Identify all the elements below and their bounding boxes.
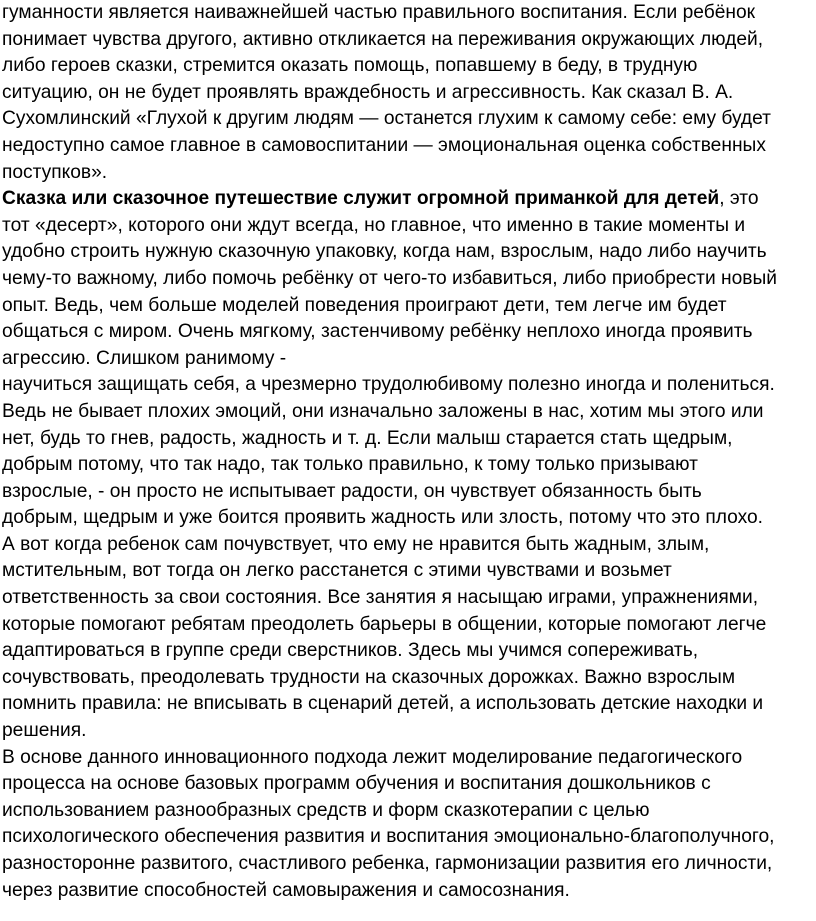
text-line: тот «десерт», которого они ждут всегда, но главное, что именно в такие моменты и (2, 214, 746, 236)
text-line: добрым потому, что так надо, так только правильно, к тому только призывают (2, 454, 698, 476)
text-line: научиться защищать себя, а чрезмерно трудолюбивому полезно иногда и полениться. (2, 374, 775, 396)
text-line: поступков». (2, 161, 108, 183)
text-line: общаться с миром. Очень мягкому, застенчивому ребёнку неплохо иногда проявить (2, 321, 753, 343)
text-line: помнить правила: не вписывать в сценарий детей, а использовать детские находки и (2, 693, 764, 715)
text-line: В основе данного инновационного подхода лежит моделирование педагогического (2, 746, 743, 768)
text-line: либо героев сказки, стремится оказать помощь, попавшему в беду, в трудную (2, 55, 698, 77)
text-line: ситуацию, он не будет проявлять враждебность и агрессивность. Как сказал В. А. (2, 81, 734, 103)
text-line: гуманности является наиважнейшей частью правильного воспитания. Если ребёнок (2, 2, 756, 23)
text-line: взрослые, - он просто не испытывает радости, он чувствует обязанность быть (2, 480, 702, 502)
text-line-with-emphasis (2, 186, 812, 213)
text-fragment: , это (719, 188, 759, 210)
text-line: А вот когда ребенок сам почувствует, что ему не нравится быть жадным, злым, (2, 533, 710, 555)
text-line: опыт. Ведь, чем больше моделей поведения проиграют дети, тем легче им будет (2, 294, 727, 316)
text-line: нет, будь то гнев, радость, жадность и т. д. Если малыш старается стать щедрым, (2, 427, 733, 449)
text-line: разносторонне развитого, счастливого ребенка, гармонизации развития его личности, (2, 853, 773, 874)
text-line: процесса на основе базовых программ обучения и воспитания дошкольников с (2, 773, 711, 795)
text-line: решения. (2, 720, 87, 742)
text-line: Сухомлинский «Глухой к другим людям — останется глухим к самому себе: ему будет (2, 108, 771, 130)
paragraph-2 (2, 186, 812, 744)
text-line: понимает чувства другого, активно откликается на переживания окружающих людей, (2, 28, 764, 50)
text-line: чему-то важному, либо помочь ребёнку от чего-то избавиться, либо приобрести новый (2, 267, 777, 289)
text-line: адаптироваться в группе среди сверстников. Здесь мы учимся сопереживать, (2, 640, 699, 662)
paragraph-3 (2, 745, 812, 905)
paragraph-1 (2, 0, 812, 186)
text-line: мстительным, вот тогда он легко расстанется с этими чувствами и возьмет (2, 560, 672, 582)
bold-phrase: Сказка или сказочное путешествие служит огромной приманкой для детей (2, 188, 720, 210)
text-line: сочувствовать, преодолевать трудности на сказочных дорожках. Важно взрослым (2, 666, 736, 688)
text-line: агрессию. Слишком ранимому - (2, 347, 287, 369)
text-line: недоступно самое главное в самовоспитании — эмоциональная оценка собственных (2, 134, 766, 156)
text-line: через развитие способностей самовыражения и самосознания. (2, 879, 570, 901)
text-line: которые помогают ребятам преодолеть барьеры в общении, которые помогают легче (2, 613, 767, 635)
text-line: добрым, щедрым и уже боится проявить жадность или злость, потому что это плохо. (2, 507, 763, 529)
document-body (2, 0, 812, 904)
text-line: психологического обеспечения развития и воспитания эмоционально-благополучного, (2, 826, 775, 848)
text-line: использованием разнообразных средств и форм сказкотерапии с целью (2, 799, 650, 821)
text-line: ответственность за свои состояния. Все занятия я насыщаю играми, упражнениями, (2, 587, 759, 609)
text-line: Ведь не бывает плохих эмоций, они изначально заложены в нас, хотим мы этого или (2, 400, 764, 422)
text-line: удобно строить нужную сказочную упаковку, когда нам, взрослым, надо либо научить (2, 241, 767, 263)
